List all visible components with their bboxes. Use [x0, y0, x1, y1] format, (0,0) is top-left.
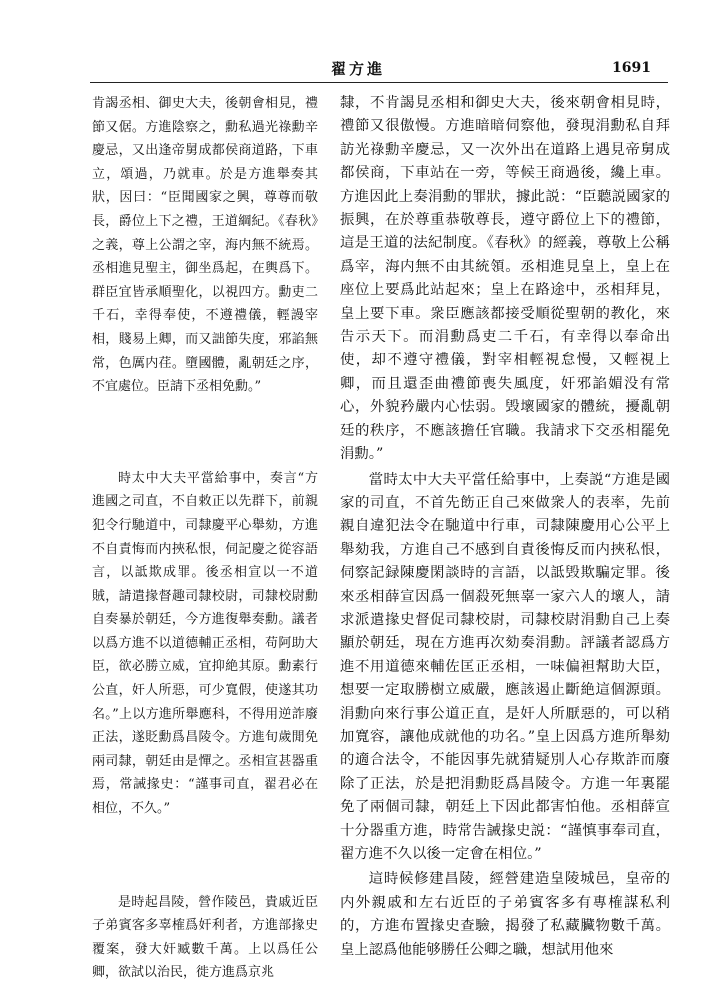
classical-paragraph-1: 肯謁丞相、御史大夫，後朝會相見，禮節又倨。方進陰察之，勳私過光祿勳辛慶忌，又出逢帝舅成都侯商道路，下車立，頌過，乃就車。於是方進舉奏其狀，因曰：“臣聞國家之興，尊尊而敬長，爵位上下之禮，王道綱紀。《春秋》之義，尊上公謂之宰，海内無不統焉。丞相進見聖主，御坐爲起，在輿爲下。群臣宜皆承順聖化，以視四方。勳吏二千石，幸得奉使，不遵禮儀，輕謾宰相，賤易上卿，而又詘節失度，邪諂無常，色厲内荏。墮國體，亂朝廷之序，不宜處位。臣請下丞相免勳。” [92, 96, 318, 395]
header-rule [90, 82, 668, 83]
classical-text-column [92, 92, 318, 997]
running-header-title: 翟方進 [330, 60, 385, 78]
translation-paragraph-1: 隸，不肯謁見丞相和御史大夫，後來朝會相見時，禮節又很傲慢。方進暗暗伺察他，發現涓勳私自拜訪光祿勳辛慶忌，又一次外出在道路上遇見帝舅成都侯商，下車站在一旁，等候王商過後，纔上車。方進因此上奏涓勳的罪狀，據此説：“臣聽説國家的振興，在於尊重恭敬尊長，遵守爵位上下的禮節，這是王道的法紀制度。《春秋》的經義，尊敬上公稱爲宰，海内無不由其統領。丞相進見皇上，皇上在座位上要爲此站起來；皇上在路途中，丞相拜見，皇上要下車。衆臣應該都接受順從聖朝的教化，來告示天下。而涓勳爲吏二千石，有幸得以奉命出使，却不遵守禮儀，對宰相輕視怠慢，又輕視上卿，而且還歪曲禮節喪失風度，奸邪諂媚没有常心，外貌矜嚴内心怯弱。毁壞國家的體統，擾亂朝廷的秩序，不應該擔任官職。我請求下交丞相罷免涓勳。” [340, 95, 670, 463]
classical-paragraph-2: 時太中大夫平當給事中，奏言“方進國之司直，不自敕正以先群下，前親犯令行馳道中，司隸慶平心舉劾，方進不自責悔而内挾私恨，伺記慶之從容語言，以詆欺成罪。後丞相宣以一不道賊，請遣掾督趣司隸校尉，司隸校尉勳自奏暴於朝廷，今方進復舉奏勳。議者以爲方進不以道德輔正丞相，苟阿助大臣，欲必勝立威，宜抑絶其原。勳素行公直，奸人所惡，可少寬假，使遂其功名。”上以方進所舉應科，不得用逆詐廢正法，遂貶勳爲昌陵令。方進旬歲閒免兩司隸，朝廷由是憚之。丞相宣甚器重焉，常誡掾史：“謹事司直，翟君必在相位，不久。” [92, 470, 318, 817]
classical-paragraph-3: 是時起昌陵，營作陵邑，貴戚近臣子弟賓客多辜榷爲奸利者，方進部掾史覆案，發大奸臧數千萬。上以爲任公卿，欲試以治民，徙方進爲京兆 [92, 894, 318, 981]
translation-paragraph-2: 當時太中大夫平當任給事中，上奏説“方進是國家的司直，不首先飭正自己來做衆人的表率，先前親自違犯法令在馳道中行車，司隸陳慶用心公平上舉劾我，方進自己不感到自責後悔反而内挾私恨，伺察記録陳慶閑談時的言語，以詆毁欺騙定罪。後來丞相薛宣因爲一個殺死無辜一家六人的壞人，請求派遣掾史督促司隸校尉，司隸校尉涓勳自己上奏顯於朝廷，現在方進再次劾奏涓勳。評議者認爲方進不用道德來輔佐匡正丞相，一味偏袒幫助大臣，想要一定取勝樹立威嚴，應該遏止斷絶這個源頭。涓勳向來行事公道正直，是奸人所厭惡的，可以稍加寬容，讓他成就他的功名。”皇上因爲方進所舉劾的適合法令，不能因事先就猜疑別人心存欺詐而廢除了正法，於是把涓勳貶爲昌陵令。方進一年裏罷免了兩個司隸，朝廷上下因此都害怕他。丞相薛宣十分器重方進，時常告誡掾史説：“謹慎事奉司直，翟方進不久以後一定會在相位。” [340, 471, 670, 862]
translation-paragraph-3: 這時候修建昌陵，經營建造皇陵城邑，皇帝的内外親戚和左右近臣的子弟賓客多有專榷謀私利的，方進布置掾史查驗，揭發了私藏臟物數千萬。皇上認爲他能够勝任公卿之職，想試用他來 [340, 871, 670, 958]
page-number: 1691 [612, 60, 651, 76]
translation-text-column [340, 92, 670, 997]
